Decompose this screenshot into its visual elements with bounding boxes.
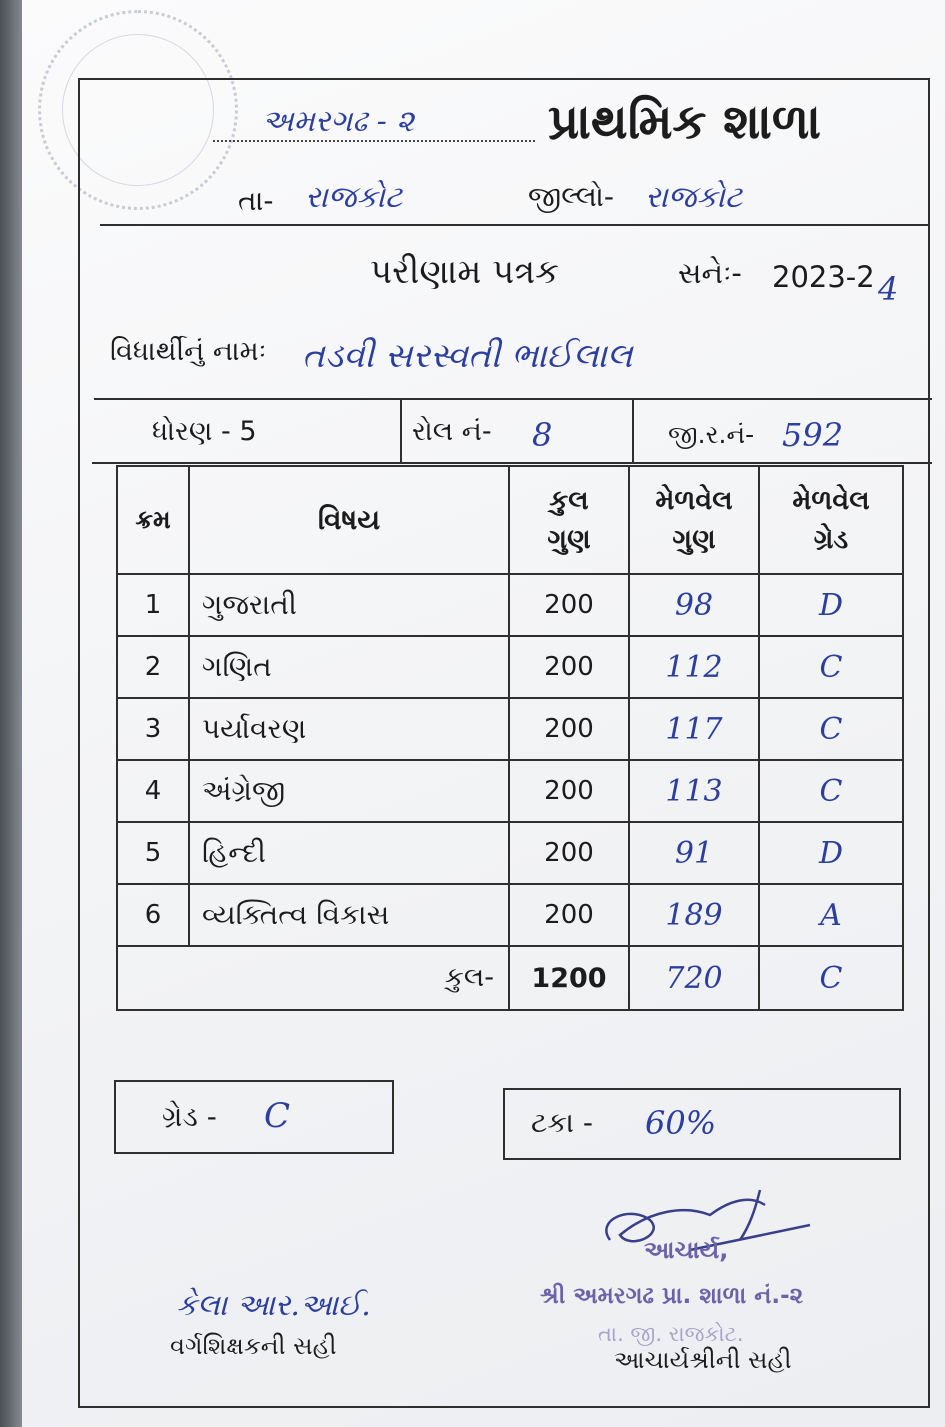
row-serial: 6 xyxy=(117,884,189,946)
header-obtained-line1: મેળવેલ xyxy=(655,484,733,516)
table-row xyxy=(117,636,903,698)
table-row xyxy=(117,698,903,760)
row-max-marks: 200 xyxy=(509,760,629,822)
info-row-bottom-rule xyxy=(92,462,932,464)
student-name-value: તડવી સરસ્વતી ભાઈલાલ xyxy=(302,336,633,376)
gr-value: 592 xyxy=(782,416,844,454)
table-row xyxy=(117,760,903,822)
student-name-label: વિધાર્થીનું નામઃ xyxy=(110,336,267,367)
total-obtained-marks: 720 xyxy=(629,946,759,1010)
row-obtained-marks: 113 xyxy=(629,760,759,822)
teacher-signature-label: વર્ગશિક્ષકની સહી xyxy=(170,1332,337,1360)
row-grade: C xyxy=(759,698,903,760)
row-max-marks: 200 xyxy=(509,822,629,884)
header-serial: ક્રમ xyxy=(117,466,189,574)
row-max-marks: 200 xyxy=(509,698,629,760)
year-label: સનેઃ- xyxy=(678,256,742,290)
header-total-line2: ગુણ xyxy=(547,524,591,555)
principal-stamp-line2: તા. જી. રાજકોટ. xyxy=(598,1322,744,1346)
table-row xyxy=(117,822,903,884)
gr-label: જી.ર.નં- xyxy=(668,420,755,449)
row-subject: ગુજરાતી xyxy=(189,574,509,636)
principal-signature-label: આચાર્યશ્રીની સહી xyxy=(614,1346,792,1374)
grade-summary-box xyxy=(114,1080,394,1154)
percentage-summary-box xyxy=(503,1088,901,1160)
row-obtained-marks: 98 xyxy=(629,574,759,636)
year-handwritten-digit: 4 xyxy=(878,270,899,308)
row-subject: ગણિત xyxy=(189,636,509,698)
header-obtained-marks xyxy=(629,466,759,574)
table-row xyxy=(117,574,903,636)
page-edge-shadow xyxy=(0,0,24,1427)
row-obtained-marks: 91 xyxy=(629,822,759,884)
taluka-value: રાજકોટ xyxy=(305,180,403,215)
school-name-handwritten: અમરગઢ - ૨ xyxy=(262,104,414,139)
row-grade: C xyxy=(759,760,903,822)
table-row xyxy=(117,884,903,946)
header-grade-line1: મેળવેલ xyxy=(792,484,870,516)
info-row-divider-2 xyxy=(632,400,634,462)
grade-summary-value: C xyxy=(264,1096,291,1136)
row-max-marks: 200 xyxy=(509,574,629,636)
row-grade: D xyxy=(759,822,903,884)
row-subject: પર્યાવરણ xyxy=(189,698,509,760)
total-grade: C xyxy=(759,946,903,1010)
row-grade: D xyxy=(759,574,903,636)
total-max-marks: 1200 xyxy=(509,946,629,1010)
row-obtained-marks: 117 xyxy=(629,698,759,760)
percentage-value: 60% xyxy=(645,1104,717,1142)
header-obtained-line2: ગુણ xyxy=(672,524,716,555)
row-obtained-marks: 112 xyxy=(629,636,759,698)
percentage-label: ટકા - xyxy=(531,1106,593,1139)
year-printed: 2023-2 xyxy=(772,260,875,294)
principal-stamp-line1: શ્રી અમરગઢ પ્રા. શાળા નં.-૨ xyxy=(540,1283,804,1309)
row-max-marks: 200 xyxy=(509,636,629,698)
grade-summary-label: ગ્રેડ - xyxy=(162,1100,217,1133)
row-grade: A xyxy=(759,884,903,946)
info-row-divider-1 xyxy=(400,400,402,462)
row-serial: 2 xyxy=(117,636,189,698)
teacher-signature-name: કેલા આર.આઈ. xyxy=(176,1288,371,1323)
total-label: કુલ- xyxy=(117,946,509,1010)
header-subject: વિષય xyxy=(189,466,509,574)
header-divider xyxy=(100,224,930,226)
row-obtained-marks: 189 xyxy=(629,884,759,946)
header-total-line1: કુલ xyxy=(549,484,589,516)
info-row-top-rule xyxy=(94,398,932,400)
taluka-label: તા- xyxy=(238,184,274,217)
row-serial: 1 xyxy=(117,574,189,636)
row-max-marks: 200 xyxy=(509,884,629,946)
header-obtained-grade xyxy=(759,466,903,574)
sheet-title: પરીણામ પત્રક xyxy=(370,252,560,292)
row-grade: C xyxy=(759,636,903,698)
principal-stamp-title: આચાર્ય, xyxy=(644,1236,729,1264)
roll-label: રોલ નં- xyxy=(412,416,492,447)
header-grade-line2: ગ્રેડ xyxy=(813,524,849,555)
table-header-row xyxy=(117,466,903,574)
district-value: રાજકોટ xyxy=(645,180,743,215)
district-label: જીલ્લો- xyxy=(528,180,615,213)
row-subject: વ્યક્તિત્વ વિકાસ xyxy=(189,884,509,946)
roll-value: 8 xyxy=(532,416,553,454)
row-subject: અંગ્રેજી xyxy=(189,760,509,822)
row-serial: 5 xyxy=(117,822,189,884)
row-serial: 4 xyxy=(117,760,189,822)
row-subject: હિન્દી xyxy=(189,822,509,884)
table-total-row xyxy=(117,946,903,1010)
standard-label: ધોરણ - 5 xyxy=(152,416,257,447)
marks-table xyxy=(116,465,904,1011)
school-type-title: પ્રાથમિક શાળા xyxy=(548,94,822,150)
row-serial: 3 xyxy=(117,698,189,760)
school-name-dotted-line xyxy=(213,140,535,142)
header-total-marks xyxy=(509,466,629,574)
